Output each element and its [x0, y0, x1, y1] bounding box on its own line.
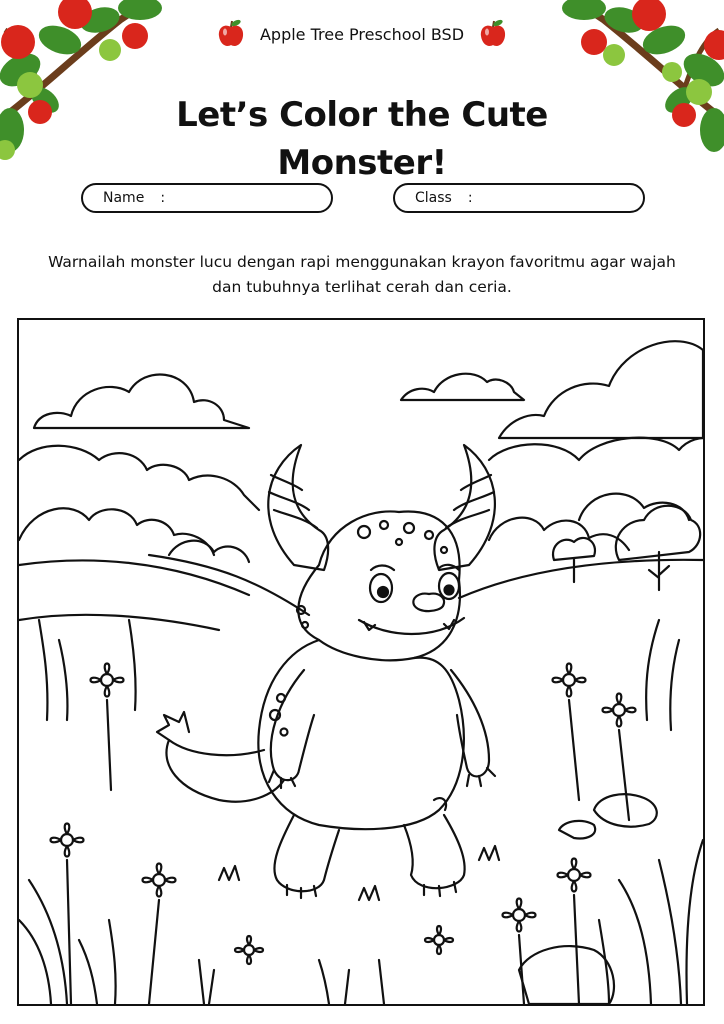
cloud-icon — [34, 375, 249, 428]
apple-icon — [478, 19, 508, 49]
flower-icon — [603, 694, 636, 727]
coloring-picture-frame — [17, 318, 705, 1006]
worksheet-title: Let’s Color the Cute Monster! — [176, 94, 548, 183]
flower-icon — [143, 864, 176, 897]
flower-icon — [235, 936, 263, 964]
name-separator: : — [160, 190, 166, 206]
school-header — [0, 18, 724, 50]
flower-icon — [51, 824, 84, 857]
flower-icon — [503, 899, 536, 932]
flower-icon — [553, 664, 586, 697]
class-label: Class — [415, 190, 452, 206]
class-separator: : — [467, 190, 473, 206]
instructions-text: Warnailah monster lucu dengan rapi menggunakan krayon favoritmu agar wajah dan tubuhnya terlihat cerah dan ceria. — [48, 252, 676, 296]
apple-icon — [216, 19, 246, 49]
cloud-icon — [401, 374, 524, 400]
flower-icon — [91, 664, 124, 697]
flower-icon — [558, 859, 591, 892]
flower-icon — [425, 926, 453, 954]
school-name: Apple Tree Preschool BSD — [259, 24, 465, 44]
monster-icon — [19, 320, 703, 1004]
cloud-icon — [499, 341, 703, 438]
class-field[interactable] — [393, 183, 645, 213]
name-field[interactable] — [81, 183, 333, 213]
name-label: Name — [103, 190, 145, 206]
